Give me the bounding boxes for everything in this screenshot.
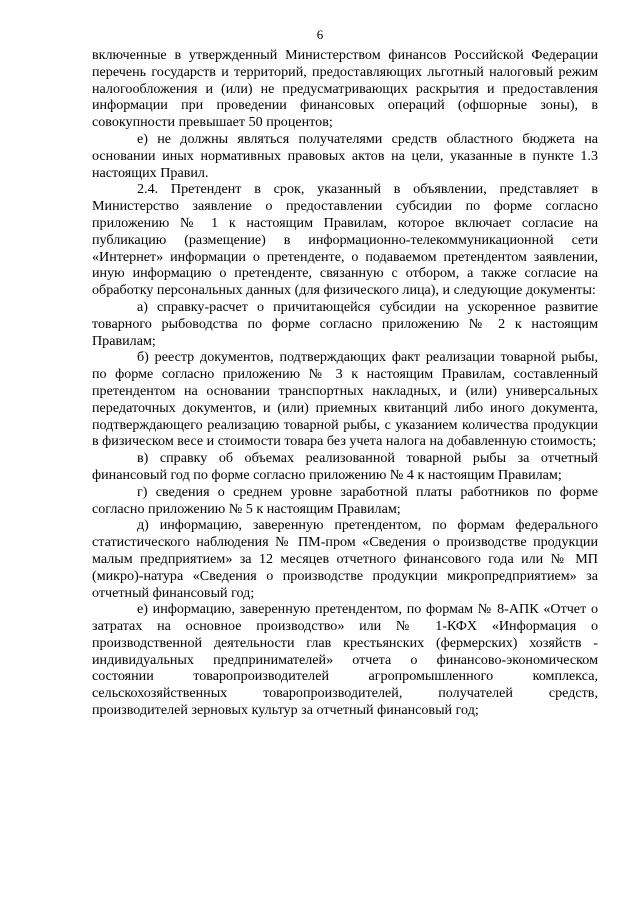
paragraph-item-b: б) реестр документов, подтверждающих факт реализации товарной рыбы, по форме согласно приложению № 3 к настоящим Правилам, составленный претендентом на основании транспортных накладных, и (или) универсальных передаточных документов, и (или) приемных квитанций либо иного документа, подтверждающего реализацию товарной рыбы, с указанием количества продукции в физическом весе и стоимости товара без учета налога на добавленную стоимость;	[92, 349, 598, 450]
paragraph-item-g: г) сведения о среднем уровне заработной платы работников по форме согласно приложению № 5 к настоящим Правилам;	[92, 483, 598, 517]
paragraph-2-4-application: 2.4. Претендент в срок, указанный в объявлении, представляет в Министерство заявление о предоставлении субсидии по форме согласно приложению № 1 к настоящим Правилам, которое включает согласие на публикацию (размещение) в информационно-телекоммуникационной сети «Интернет» информации о претенденте, о подаваемом претендентом заявлении, иную информацию о претенденте, связанную с отбором, а также согласие на обработку персональных данных (для физического лица), и следующие документы:	[92, 181, 598, 299]
page-number: 6	[316, 27, 324, 42]
paragraph-item-e-budget: е) не должны являться получателями средств областного бюджета на основании иных нормативных правовых актов на цели, указанные в пункте 1.3 настоящих Правил.	[92, 130, 598, 181]
paragraph-item-v: в) справку об объемах реализованной товарной рыбы за отчетный финансовый год по форме согласно приложению № 4 к настоящим Правилам;	[92, 450, 598, 483]
paragraph-item-e-reports: е) информацию, заверенную претендентом, по формам № 8-АПК «Отчет о затратах на основное производство» или № 1-КФХ «Информация о производственной деятельности глав крестьянских (фермерских) хозяйств - индивидуальных предпринимателей» отчета о финансово-экономическом состоянии товаропроизводителей агропромышленного комплекса, сельскохозяйственных товаропроизводителей, получателей средств, производителей зерновых культур за отчетный финансовый год;	[92, 601, 598, 719]
paragraph-offshore-continuation: включенные в утвержденный Министерством финансов Российской Федерации перечень государств и территорий, предоставляющих льготный налоговый режим налогообложения и (или) не предусматривающих раскрытия и предоставления информации при проведении финансовых операций (офшорные зоны), в совокупности превышает 50 процентов;	[92, 47, 598, 131]
document-body	[92, 47, 598, 719]
paragraph-item-d: д) информацию, заверенную претендентом, по формам федерального статистического наблюдения № ПМ-пром «Сведения о производстве продукции малым предприятием» за 12 месяцев отчетного финансового года или № МП (микро)-натура «Сведения о производстве продукции микропредприятием» за отчетный финансовый год;	[92, 517, 598, 601]
paragraph-item-a: а) справку-расчет о причитающейся субсидии на ускоренное развитие товарного рыбоводства по форме согласно приложению № 2 к настоящим Правилам;	[92, 298, 598, 349]
